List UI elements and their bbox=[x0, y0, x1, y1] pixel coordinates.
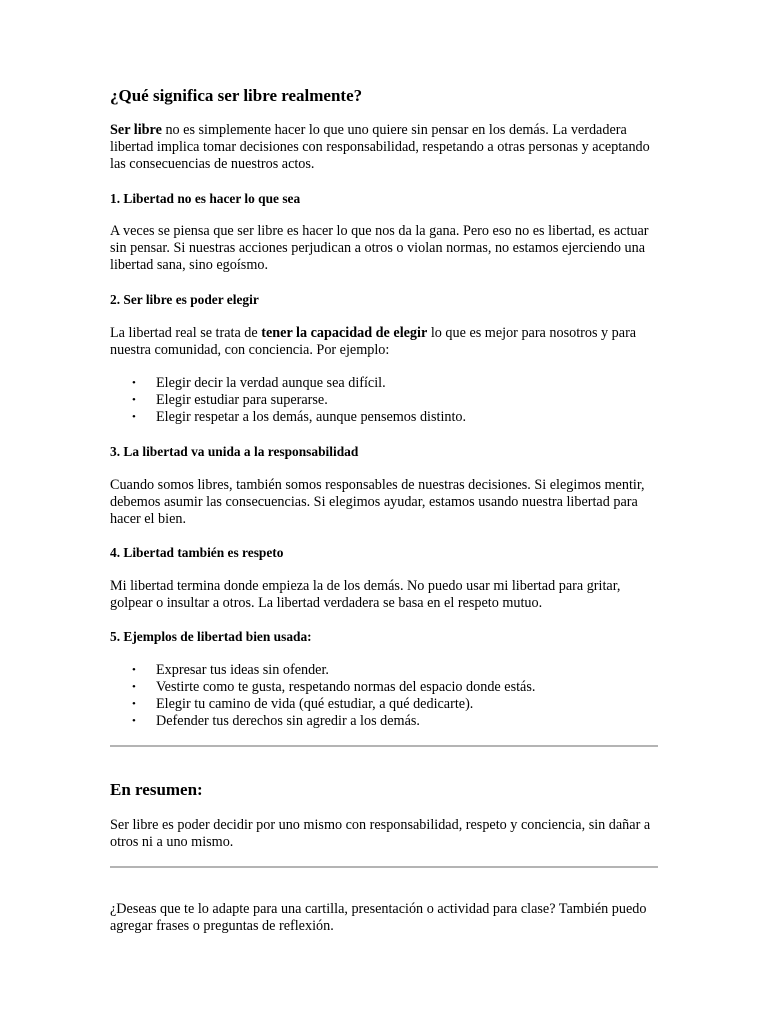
section-5-heading: 5. Ejemplos de libertad bien usada: bbox=[110, 629, 312, 644]
list-item-text: Defender tus derechos sin agredir a los demás. bbox=[156, 713, 420, 729]
section-1-heading: 1. Libertad no es hacer lo que sea bbox=[110, 191, 301, 206]
list-item-text: Expresar tus ideas sin ofender. bbox=[156, 662, 329, 678]
list-item bbox=[110, 392, 466, 409]
list-item bbox=[110, 662, 535, 679]
section-4-text: Mi libertad termina donde empieza la de los demás. No puedo usar mi libertad para gritar, golpear o insultar a otros. La libertad verdadera se basa en el respeto mutuo. bbox=[110, 578, 621, 611]
section-2-text bbox=[110, 325, 658, 359]
section-3-heading: 3. La libertad va unida a la responsabilidad bbox=[110, 444, 359, 459]
section-3-text: Cuando somos libres, también somos responsables de nuestras decisiones. Si elegimos mentir, debemos asumir las consecuencias. Si elegimos ayudar, estamos usando nuestra libertad para hacer el bien. bbox=[110, 477, 645, 527]
section-4-heading: 4. Libertad también es respeto bbox=[110, 545, 284, 560]
section-5-list bbox=[110, 662, 535, 730]
bullet-icon: • bbox=[132, 715, 136, 727]
bullet-icon: • bbox=[132, 394, 136, 406]
list-item-text: Elegir tu camino de vida (qué estudiar, a qué dedicarte). bbox=[156, 696, 474, 712]
intro-paragraph bbox=[110, 122, 658, 173]
list-item-text: Elegir respetar a los demás, aunque pensemos distinto. bbox=[156, 409, 467, 425]
page-title: ¿Qué significa ser libre realmente? bbox=[110, 86, 363, 105]
intro-bold-term: Ser libre bbox=[110, 122, 162, 138]
horizontal-divider bbox=[110, 866, 658, 868]
summary-text: Ser libre es poder decidir por uno mismo con responsabilidad, respeto y conciencia, sin dañar a otros ni a uno mismo. bbox=[110, 817, 651, 850]
list-item bbox=[110, 375, 466, 392]
closing-text: ¿Deseas que te lo adapte para una cartilla, presentación o actividad para clase? También puedo agregar frases o preguntas de reflexión. bbox=[110, 901, 647, 934]
bullet-icon: • bbox=[132, 664, 136, 676]
bullet-icon: • bbox=[132, 377, 136, 389]
section-1-text: A veces se piensa que ser libre es hacer lo que nos da la gana. Pero eso no es libertad, es actuar sin pensar. Si nuestras acciones perjudican a otros o violan normas, no estamos ejerciendo una libertad sana, sino egoísmo. bbox=[110, 223, 649, 273]
list-item-text: Vestirte como te gusta, respetando normas del espacio donde estás. bbox=[156, 679, 536, 695]
bullet-icon: • bbox=[132, 681, 136, 693]
list-item bbox=[110, 679, 535, 696]
list-item bbox=[110, 696, 535, 713]
intro-text: no es simplemente hacer lo que uno quiere sin pensar en los demás. La verdadera libertad implica tomar decisiones con responsabilidad, respetando a otras personas y aceptando las consecuencias de nuestros actos. bbox=[110, 122, 650, 172]
section-2-heading: 2. Ser libre es poder elegir bbox=[110, 292, 259, 307]
section-2-text-bold: tener la capacidad de elegir bbox=[261, 325, 428, 341]
section-2-text-before: La libertad real se trata de bbox=[110, 325, 262, 341]
horizontal-divider bbox=[110, 745, 658, 747]
list-item-text: Elegir decir la verdad aunque sea difícil. bbox=[156, 375, 386, 391]
section-2-list bbox=[110, 375, 466, 426]
list-item-text: Elegir estudiar para superarse. bbox=[156, 392, 328, 408]
summary-heading: En resumen: bbox=[110, 780, 203, 799]
list-item bbox=[110, 409, 466, 426]
bullet-icon: • bbox=[132, 698, 136, 710]
bullet-icon: • bbox=[132, 411, 136, 423]
list-item bbox=[110, 713, 535, 730]
section-2-text-after: lo que es mejor para nosotros y para nuestra comunidad, con conciencia. Por ejemplo: bbox=[110, 325, 637, 358]
